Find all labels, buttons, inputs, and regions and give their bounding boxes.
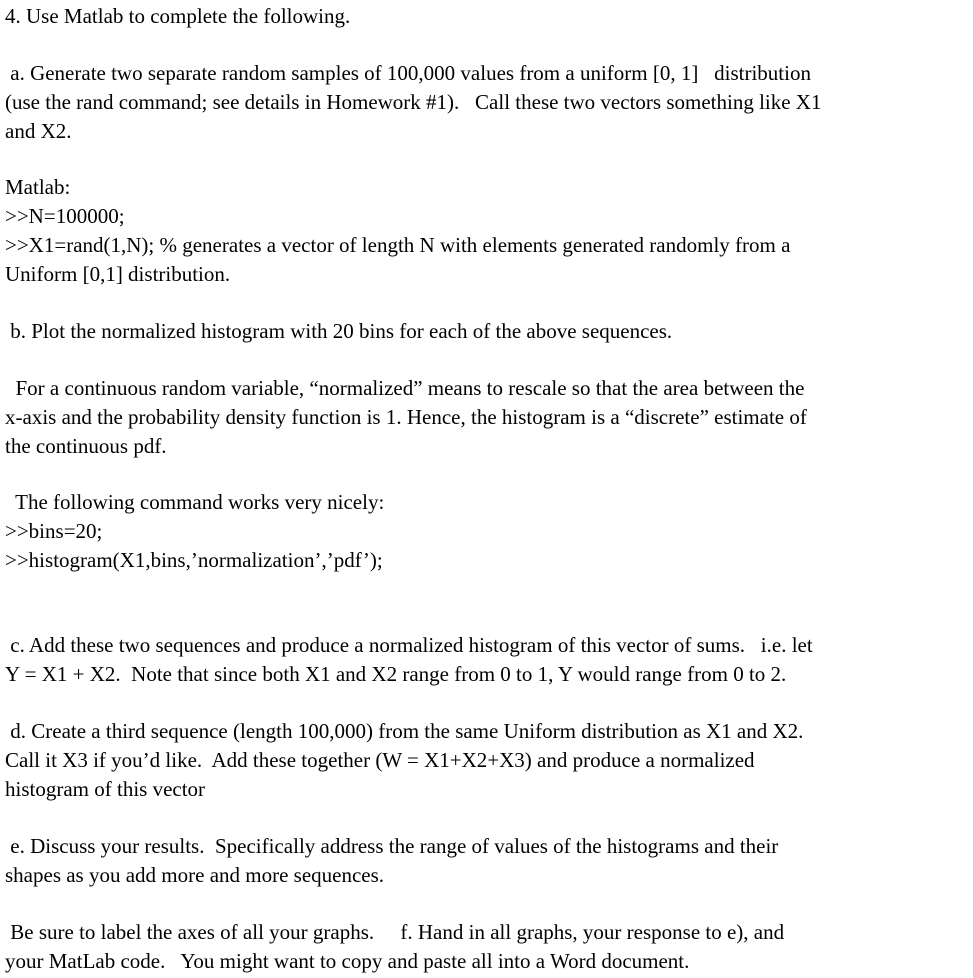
normalization-note-line: x-axis and the probability density function is 1. Hence, the histogram is a “discrete” estimate of — [5, 405, 807, 429]
normalization-note-line: the continuous pdf. — [5, 434, 167, 458]
command-hint-line: >>histogram(X1,bins,’normalization’,’pdf’); — [5, 548, 383, 572]
part-c-line: Y = X1 + X2. Note that since both X1 and X2 range from 0 to 1, Y would range from 0 to 2. — [5, 662, 787, 686]
matlab-example-line: Uniform [0,1] distribution. — [5, 262, 231, 286]
part-d-line: Call it X3 if you’d like. Add these together (W = X1+X2+X3) and produce a normalized — [5, 748, 755, 772]
part-e-line: shapes as you add more and more sequences. — [5, 863, 385, 887]
part-a-line: (use the rand command; see details in Homework #1). Call these two vectors something like X1 — [5, 90, 822, 114]
matlab-example-line: >>X1=rand(1,N); % generates a vector of length N with elements generated randomly from a — [5, 233, 791, 257]
matlab-example-line: >>N=100000; — [5, 204, 125, 228]
part-a-line: a. Generate two separate random samples of 100,000 values from a uniform [0, 1] distribution — [5, 61, 811, 85]
normalization-note-line: For a continuous random variable, “normalized” means to rescale so that the area between the — [5, 376, 805, 400]
part-a-line: and X2. — [5, 119, 72, 143]
matlab-example-line: Matlab: — [5, 175, 71, 199]
part-d-line: histogram of this vector — [5, 777, 206, 801]
part-e-line: e. Discuss your results. Specifically address the range of values of the histograms and their — [5, 834, 779, 858]
part-b-line: b. Plot the normalized histogram with 20 bins for each of the above sequences. — [5, 319, 673, 343]
command-hint-line: >>bins=20; — [5, 519, 103, 543]
command-hint-line: The following command works very nicely: — [5, 490, 385, 514]
question-header: 4. Use Matlab to complete the following. — [5, 4, 351, 28]
part-f-line: your MatLab code. You might want to copy and paste all into a Word document. — [5, 949, 690, 973]
part-c-line: c. Add these two sequences and produce a normalized histogram of this vector of sums. i.e. let — [5, 633, 813, 657]
part-f-line: Be sure to label the axes of all your graphs. f. Hand in all graphs, your response to e), and — [5, 920, 785, 944]
part-d-line: d. Create a third sequence (length 100,000) from the same Uniform distribution as X1 and X2. — [5, 719, 804, 743]
